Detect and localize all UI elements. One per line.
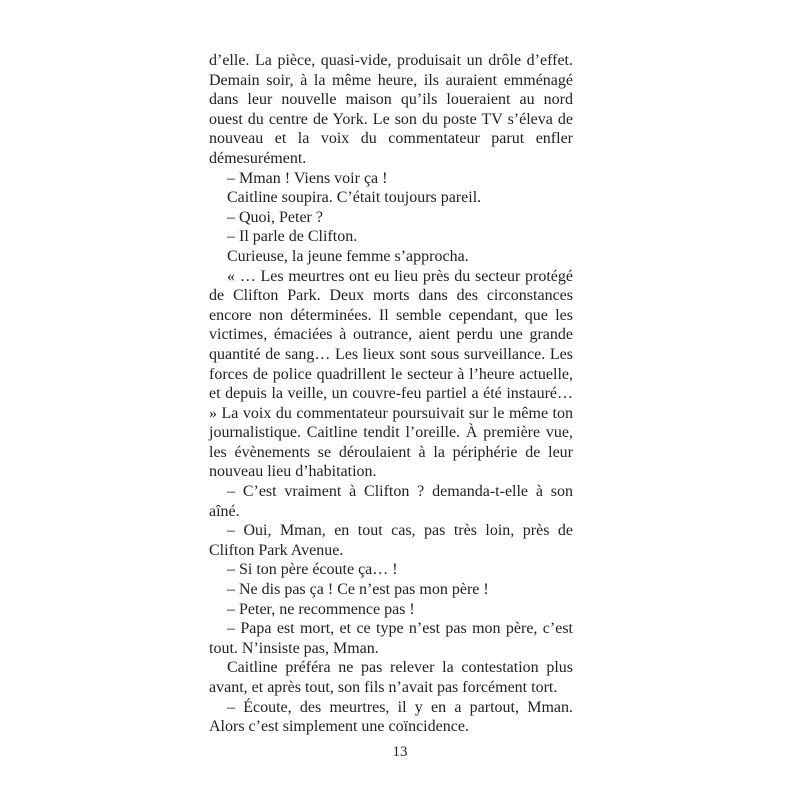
- paragraph: Caitline préféra ne pas relever la contestation plus avant, et après tout, son fils n’avait pas forcément tort.: [209, 659, 573, 696]
- paragraph: – Ne dis pas ça ! Ce n’est pas mon père !: [227, 581, 489, 599]
- paragraph: – Papa est mort, et ce type n’est pas mon père, c’est tout. N’insiste pas, Mman.: [209, 620, 573, 657]
- paragraph: Caitline soupira. C’était toujours pareil.: [227, 189, 482, 207]
- paragraph: – Écoute, des meurtres, il y en a partout, Mman. Alors c’est simplement une coïncidence.: [209, 698, 573, 736]
- paragraph: – Si ton père écoute ça… !: [227, 561, 398, 579]
- paragraph: d’elle. La pièce, quasi-vide, produisait un drôle d’effet. Demain soir, à la même heure, ils auraient emménagé dans leur nouvelle maison qu’ils loueraient au nord ouest du centre de York. Le son du poste TV s’éleva de nouveau et la voix du commentateur parut enfler démesurément.: [209, 52, 573, 167]
- paragraph: – Quoi, Peter ?: [227, 208, 323, 226]
- paragraph: – Mman ! Viens voir ça !: [227, 169, 388, 187]
- paragraph: – Oui, Mman, en tout cas, pas très loin, près de Clifton Park Avenue.: [209, 522, 573, 559]
- page-body: [209, 51, 573, 737]
- paragraph: – Peter, ne recommence pas !: [227, 600, 415, 618]
- paragraph: – Il parle de Clifton.: [227, 228, 358, 246]
- page-number: 13: [392, 744, 408, 760]
- paragraph: – C’est vraiment à Clifton ? demanda-t-elle à son aîné.: [209, 483, 573, 520]
- paragraph: « … Les meurtres ont eu lieu près du secteur protégé de Clifton Park. Deux morts dans des circonstances encore non déterminées. Il semble cependant, que les victimes, émaciées à outrance, aient perdu une grande quantité de sang… Les lieux sont sous surveillance. Les forces de police quadrillent le secteur à l’heure actuelle, et depuis la veille, un couvre-feu partiel a été instauré… » La voix du commentateur poursuivait sur le même ton journalistique. Caitline tendit l’oreille. À première vue, les évènements se déroulaient à la périphérie de leur nouveau lieu d’habitation.: [209, 267, 573, 481]
- paragraph: Curieuse, la jeune femme s’approcha.: [227, 247, 469, 265]
